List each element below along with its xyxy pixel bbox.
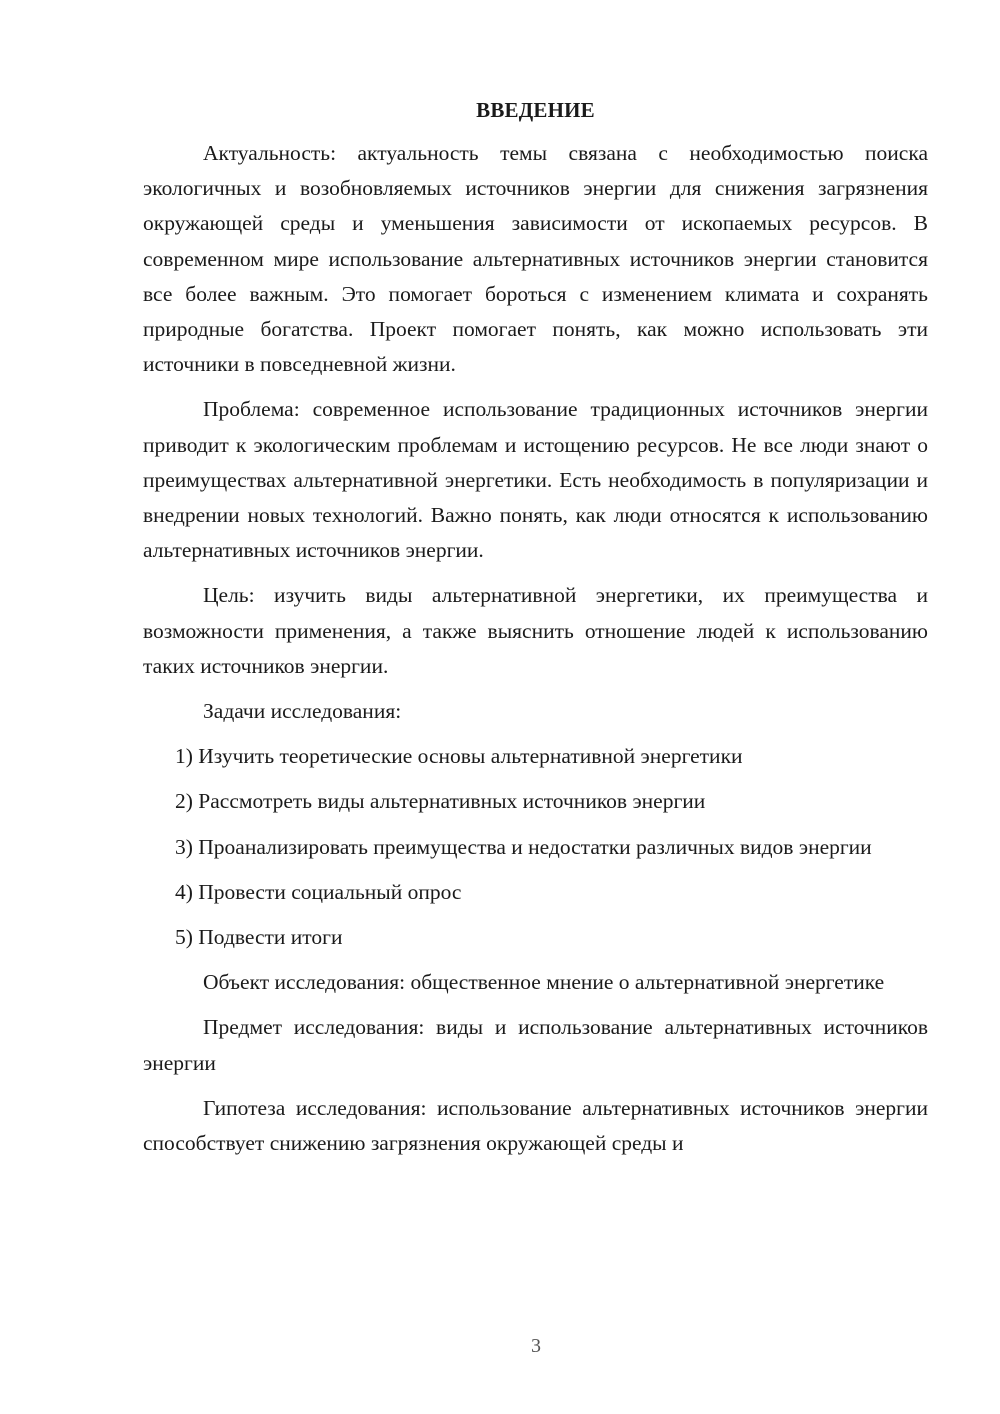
page-content (143, 96, 928, 1161)
task-item-3: 3) Проанализировать преимущества и недостатки различных видов энергии (175, 834, 872, 859)
goal-paragraph: Цель: изучить виды альтернативной энергетики, их преимущества и возможности применения, а также выяснить отношение людей к использованию таких источников энергии. (143, 583, 928, 678)
tasks-heading: Задачи исследования: (203, 699, 402, 724)
task-item-2: 2) Рассмотреть виды альтернативных источников энергии (175, 789, 706, 814)
task-item-5: 5) Подвести итоги (175, 925, 343, 950)
subject-paragraph: Предмет исследования: виды и использование альтернативных источников энергии (143, 1015, 928, 1075)
task-item-1: 1) Изучить теоретические основы альтернативной энергетики (175, 744, 743, 769)
task-item-4: 4) Провести социальный опрос (175, 879, 462, 904)
hypothesis-paragraph: Гипотеза исследования: использование альтернативных источников энергии способствует снижению загрязнения окружающей среды и (143, 1095, 928, 1156)
section-title: ВВЕДЕНИЕ (476, 98, 595, 122)
object-paragraph: Объект исследования: общественное мнение о альтернативной энергетике (203, 970, 885, 995)
page-number: 3 (531, 1335, 541, 1357)
relevance-paragraph: Актуальность: актуальность темы связана с необходимостью поиска экологичных и возобновляемых источников энергии для снижения загрязнения окружающей среды и уменьшения зависимости от ископаемых ресурсов. В современном мире использование альтернативных источников энергии становится все более важным. Это помогает бороться с изменением климата и сохранять природные богатства. Проект помогает понять, как можно использовать эти источники в повседневной жизни. (143, 141, 928, 377)
problem-paragraph: Проблема: современное использование традиционных источников энергии приводит к экологическим проблемам и истощению ресурсов. Не все люди знают о преимуществах альтернативной энергетики. Есть необходимость в популяризации и внедрении новых технологий. Важно понять, как люди относятся к использованию альтернативных источников энергии. (143, 397, 928, 563)
